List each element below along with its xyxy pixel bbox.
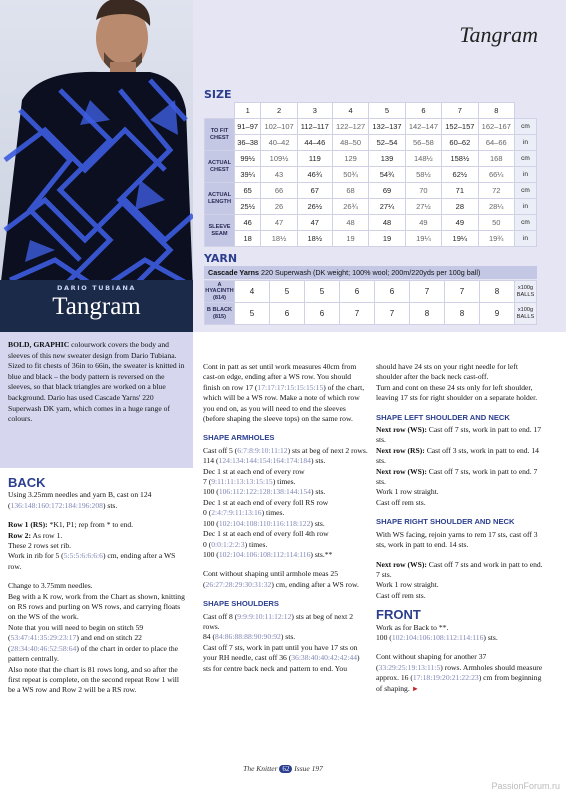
size-number: 1 <box>235 103 261 119</box>
left-4: Work 1 row straight. <box>376 487 439 497</box>
size-cell: 39¼ <box>235 167 261 183</box>
size-number: 8 <box>478 103 514 119</box>
back-heading: BACK <box>8 475 46 490</box>
yarn-cell: 5 <box>270 281 305 303</box>
size-row-label: ACTUAL CHEST <box>205 151 235 183</box>
left-2: Next row (RS): Cast off 3 sts, work in patt to end. 14 sts. <box>376 445 539 466</box>
back-p4: Work in rib for 5 (5:5:5:6:6:6:6) cm, ending after a WS row. <box>8 551 176 571</box>
size-cell: 27½ <box>405 199 441 215</box>
sweater-photo <box>0 0 193 332</box>
yarn-cell: 7 <box>445 281 480 303</box>
issue-number: Issue 197 <box>294 764 323 773</box>
column-shoulders-front <box>376 362 544 694</box>
designer-name: DARIO TUBIANA <box>56 284 137 292</box>
size-cell: 168 <box>478 151 514 167</box>
size-row <box>205 183 537 199</box>
size-cell: 62½ <box>442 167 478 183</box>
size-cell: 19¾ <box>478 231 514 247</box>
size-cell: 19¼ <box>405 231 441 247</box>
size-cell: 25½ <box>235 199 261 215</box>
yarn-cell: 7 <box>410 281 445 303</box>
size-cell: 46¾ <box>297 167 332 183</box>
back-p6: Beg with a K row, work from the Chart as shown, knitting on RS rows and purling on WS rows, and carrying floats on the WS of the work. <box>8 591 185 622</box>
size-cell: 50 <box>478 215 514 231</box>
size-row <box>205 215 537 231</box>
arm-9: Dec 1 st at each end of every foll 4th row <box>203 529 329 539</box>
size-row <box>205 167 537 183</box>
size-cell: 50¾ <box>332 167 368 183</box>
size-number: 7 <box>442 103 478 119</box>
yarn-cell: 9 <box>480 303 515 325</box>
size-cell: 70 <box>405 183 441 199</box>
size-cell: 19 <box>369 231 405 247</box>
size-cell: 19 <box>332 231 368 247</box>
size-cell: 56–58 <box>405 135 441 151</box>
yarn-table <box>204 280 537 325</box>
page-title: Tangram <box>459 22 538 47</box>
size-unit: cm <box>515 183 537 199</box>
size-cell: 27¼ <box>369 199 405 215</box>
yarn-brand: Cascade Yarns <box>208 268 260 277</box>
size-cell: 58½ <box>405 167 441 183</box>
yarn-row <box>205 281 537 303</box>
size-cell: 148½ <box>405 151 441 167</box>
size-cell: 119 <box>297 151 332 167</box>
column-back <box>8 475 188 696</box>
size-header-row <box>205 103 537 119</box>
size-cell: 26 <box>261 199 297 215</box>
right-4: Cast off rem sts. <box>376 590 426 600</box>
size-cell: 71 <box>442 183 478 199</box>
size-cell: 40–42 <box>261 135 297 151</box>
yarn-description <box>204 266 537 279</box>
size-number: 5 <box>369 103 405 119</box>
size-number: 3 <box>297 103 332 119</box>
size-cell: 49 <box>405 215 441 231</box>
yarn-heading: YARN <box>204 252 238 265</box>
size-cell: 19¼ <box>442 231 478 247</box>
size-cell: 68 <box>332 183 368 199</box>
yarn-cell: 6 <box>340 281 375 303</box>
size-unit: cm <box>515 151 537 167</box>
size-unit: cm <box>515 119 537 135</box>
yarn-cell: 4 <box>235 281 270 303</box>
size-cell: 44–46 <box>297 135 332 151</box>
left-3: Next row (WS): Cast off 7 sts, work in patt to end. 7 sts. <box>376 466 538 487</box>
yarn-cell: 6 <box>270 303 305 325</box>
arm-7: 0 (2:4:7:9:11:13:16) times. <box>203 508 285 518</box>
size-cell: 152–157 <box>442 119 478 135</box>
yarn-cell: 5 <box>305 281 340 303</box>
size-cell: 26¾ <box>332 199 368 215</box>
arm-11: 100 (102:104:106:108:112:114:116) sts.** <box>203 549 333 559</box>
size-cell: 112–117 <box>297 119 332 135</box>
size-cell: 129 <box>332 151 368 167</box>
size-cell: 18½ <box>297 231 332 247</box>
sh-2: 84 (84:86:88:88:90:90:92) sts. <box>203 632 296 642</box>
size-cell: 102–107 <box>261 119 297 135</box>
size-heading: SIZE <box>204 88 232 101</box>
yarn-cell: 8 <box>445 303 480 325</box>
size-header-blank <box>205 103 235 119</box>
right-2: Next row (WS): Cast off 7 sts and work in patt to end. 7 sts. <box>376 559 543 579</box>
back-p7: Note that you will need to begin on stitch 59 (53:47:41:35:29:23:17) and end on stitch 22 (28:34:40:46:52:58:64) of the chart in order to place the pattern centrally. <box>8 622 178 664</box>
yarn-colour-label: A HYACINTH (814) <box>205 281 234 301</box>
arm-4: 7 (9:11:11:13:13:15:15) times. <box>203 477 296 487</box>
magazine-name: The Knitter <box>243 764 278 773</box>
yarn-cell: 6 <box>375 281 410 303</box>
size-cell: 49 <box>442 215 478 231</box>
yarn-cell: 8 <box>410 303 445 325</box>
size-cell: 48 <box>332 215 368 231</box>
yarn-cell: 6 <box>305 303 340 325</box>
yarn-cell: 7 <box>375 303 410 325</box>
size-number: 4 <box>332 103 368 119</box>
yarn-cell: 7 <box>340 303 375 325</box>
size-row <box>205 135 537 151</box>
front-2: 100 (102:104:106:108:112:114:116) sts. <box>376 632 498 642</box>
yarn-cell: 5 <box>235 303 270 325</box>
size-cell: 52–54 <box>369 135 405 151</box>
arm-1: Cast off 5 (6:7:8:9:10:11:12) sts at beg of next 2 rows. <box>203 445 368 455</box>
yarn-cell: 8 <box>480 281 515 303</box>
size-cell: 46 <box>235 215 261 231</box>
right-1: With WS facing, rejoin yarns to rem 17 sts, cast off 3 sts, work in patt to end. 14 sts. <box>376 529 538 550</box>
armholes-heading: SHAPE ARMHOLES <box>203 433 275 443</box>
back-p5: Change to 3.75mm needles. <box>8 581 93 591</box>
left-shoulder-heading: SHAPE LEFT SHOULDER AND NECK <box>376 412 510 422</box>
size-cell: 69 <box>369 183 405 199</box>
size-cell: 99½ <box>235 151 261 167</box>
size-row-label: TO FIT CHEST <box>205 119 235 151</box>
size-cell: 36–38 <box>235 135 261 151</box>
size-cell: 66¼ <box>478 167 514 183</box>
size-cell: 72 <box>478 183 514 199</box>
arm-8: 100 (102:104:108:110:116:118:122) sts. <box>203 518 325 528</box>
size-cell: 65 <box>235 183 261 199</box>
size-cell: 48–50 <box>332 135 368 151</box>
photo-title: Tangram <box>52 293 141 320</box>
arm-10: 0 (0:0:1:2:2:3) times. <box>203 539 268 549</box>
size-cell: 162–167 <box>478 119 514 135</box>
left-5: Cast off rem sts. <box>376 497 426 507</box>
size-cell: 66 <box>261 183 297 199</box>
size-cell: 67 <box>297 183 332 199</box>
back-p8: Also note that the chart is 81 rows long, and so after the first repeat is complete, on the second repeat Row 1 will be a WS row and Row 2 will be a RS row. <box>8 664 180 695</box>
page-number: 62 <box>279 765 292 773</box>
front-3: Cont without shaping for another 37 (33:29:25:19:13:11:5) rows. Armholes should measure approx. 16 (17:18:19:20:21:22:23) cm from beginning of shaping. ► <box>376 652 543 693</box>
intro-lead: BOLD, GRAPHIC <box>8 340 70 349</box>
shoulders-heading: SHAPE SHOULDERS <box>203 599 279 609</box>
size-cell: 28 <box>442 199 478 215</box>
yarn-unit: x100g BALLS <box>515 281 537 303</box>
back-p3: These 2 rows set rib. <box>8 541 72 551</box>
size-cell: 109½ <box>261 151 297 167</box>
size-cell: 122–127 <box>332 119 368 135</box>
sweater-illustration <box>0 0 193 332</box>
size-cell: 91–97 <box>235 119 261 135</box>
watermark: PassionForum.ru <box>491 781 560 791</box>
size-unit: in <box>515 135 537 151</box>
col2-p1: Cont in patt as set until work measures 40cm from cast-on edge, ending after a WS row. You should finish on row 17 (17:17:17:15:15:15:15) of the chart, which will be a WS row. Make a note of which row you end on, as you will need to end the sleeves (before shaping the sleeve tops) on the same row. <box>203 362 365 424</box>
yarn-detail: 220 Superwash (DK weight; 100% wool; 200m/220yds per 100g ball) <box>261 268 481 277</box>
continue-arrow-icon: ► <box>411 683 420 693</box>
size-header-blank <box>515 103 537 119</box>
size-number: 2 <box>261 103 297 119</box>
size-cell: 132–137 <box>369 119 405 135</box>
size-cell: 18 <box>235 231 261 247</box>
size-row <box>205 119 537 135</box>
front-heading: FRONT <box>376 607 421 623</box>
col3-p1: should have 24 sts on your right needle for left shoulder after the back neck cast-off. <box>376 362 518 382</box>
yarn-colour-label: B BLACK (815) <box>205 303 235 325</box>
size-cell: 54¾ <box>369 167 405 183</box>
arm-12: Cont without shaping until armhole meas 25 (26:27:28:29:30:31:32) cm, ending after a WS row. <box>203 569 359 589</box>
sh-3: Cast off 7 sts, work in patt until you have 17 sts on your RH needle, cast off 36 (36:38:40:40:42:42:44) sts for centre back neck and pattern to end. You <box>203 642 360 673</box>
size-row <box>205 199 537 215</box>
size-row-label: SLEEVE SEAM <box>205 215 235 247</box>
size-cell: 142–147 <box>405 119 441 135</box>
size-unit: in <box>515 231 537 247</box>
size-cell: 60–62 <box>442 135 478 151</box>
col3-p2: Turn and cont on these 24 sts only for left shoulder, leaving 17 sts for right shoulder on a separate holder. <box>376 382 538 403</box>
back-row1: Row 1 (RS): *K1, P1; rep from * to end. <box>8 520 134 530</box>
size-unit: in <box>515 199 537 215</box>
arm-5: 100 (106:112:122:128:138:144:154) sts. <box>203 487 326 497</box>
size-cell: 48 <box>369 215 405 231</box>
right-3: Work 1 row straight. <box>376 580 439 590</box>
back-p1: Using 3.25mm needles and yarn B, cast on 124 (136:148:160:172:184:196:208) sts. <box>8 490 152 510</box>
page-footer <box>0 764 566 773</box>
arm-3: Dec 1 st at each end of every row <box>203 466 305 476</box>
size-unit: cm <box>515 215 537 231</box>
arm-2: 114 (124:134:144:154:164:174:184) sts. <box>203 456 326 466</box>
size-cell: 28¼ <box>478 199 514 215</box>
size-number: 6 <box>405 103 441 119</box>
back-row2: Row 2: As row 1. <box>8 530 63 540</box>
size-cell: 43 <box>261 167 297 183</box>
intro-text <box>8 340 188 425</box>
size-cell: 26½ <box>297 199 332 215</box>
size-cell: 47 <box>297 215 332 231</box>
size-cell: 47 <box>261 215 297 231</box>
size-cell: 158½ <box>442 151 478 167</box>
size-cell: 139 <box>369 151 405 167</box>
left-1: Next row (WS): Cast off 7 sts, work in patt to end. 17 sts. <box>376 425 542 445</box>
sh-1: Cast off 8 (9:9:9:10:11:12:12) sts at beg of next 2 rows. <box>203 611 353 631</box>
size-table <box>204 102 537 247</box>
size-row <box>205 151 537 167</box>
intro-body: colourwork covers the body and sleeves of this new sweater design from Dario Tubiana. Sized to fit chests of 36in to 66in, the sweater is knitted in blue and black – the body pattern is reversed on the sleeves, so that black triangles are worked on a blue background. Dario has used Cascade Yarns' 220 Superwash DK yarn, which comes in a huge range of colours. <box>8 340 185 424</box>
column-armholes <box>203 362 368 674</box>
front-1: Work as for Back to **. <box>376 622 449 632</box>
size-row-label: ACTUAL LENGTH <box>205 183 235 215</box>
arm-6: Dec 1 st at each end of every foll RS row <box>203 497 329 507</box>
yarn-row <box>205 303 537 325</box>
yarn-unit: x100g BALLS <box>515 303 537 325</box>
size-cell: 64–66 <box>478 135 514 151</box>
size-unit: in <box>515 167 537 183</box>
right-shoulder-heading: SHAPE RIGHT SHOULDER AND NECK <box>376 517 515 527</box>
size-row <box>205 231 537 247</box>
size-cell: 18½ <box>261 231 297 247</box>
